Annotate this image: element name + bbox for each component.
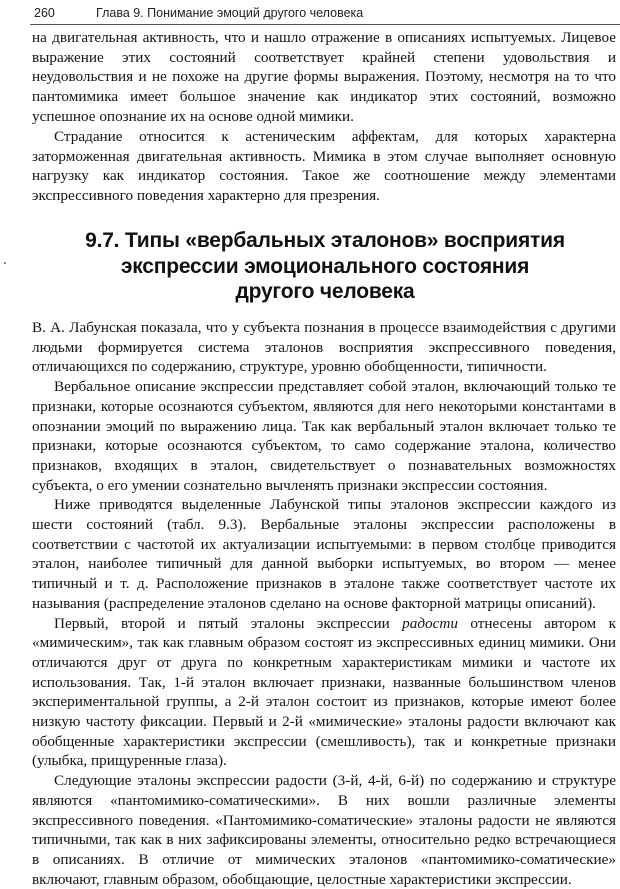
body-paragraph-2: Вербальное описание экспрессии представляет собой эталон, включающий только те признаки, которые осознаются субъектом, являются для него некоторыми константами в опознании эмоций по выражению лица. Так как вербальный эталон включает только те признаки, которые осознаются субъектом, то само содержание эталона, количество признаков, входящих в эталон, свидетельствует о познавательных возможностях субъекта, о его умении сознательно вычленять признаки экспрессии состояния. (32, 378, 616, 494)
body-paragraph-4-rest: отнесены автором к «мимическим», так как главным образом состоят из экспрессивных единиц мимики. Они отличаются друг от друга по конкретным характеристикам мимики и частоте их использования. Так, 1-й эталон включает признаки, названные большинством членов экспериментальной группы, а 2-й эталон состоит из признаков, которые имеют более низкую частоту фиксации. Первый и 2-й «мимические» эталоны радости включают как обобщенные характеристики экспрессии (смешливость), так и конкретные признаки (улыбка, прищуренные глаза). (32, 614, 616, 770)
chapter-title: Глава 9. Понимание эмоций другого человека (96, 6, 364, 20)
body-paragraph-1: В. А. Лабунская показала, что у субъекта познания в процессе взаимодействия с другими людьми формируется система эталонов восприятия экспрессивного поведения, отличающихся по содержанию, структуре, уровню обобщенности, типичности. (32, 319, 616, 376)
intro-paragraph-1: на двигательная активность, что и нашло отражение в описаниях испытуемых. Лицевое выражение этих состояний соответствует крайней степени удовольствия и неудовольствия и не похоже на другие формы выражения. Поэтому, несмотря на то что пантомимика имеет большое значение как индикатор этих состояний, возможно успешное опознание их на основе одной мимики. (32, 29, 616, 125)
section-heading-line-3: другого человека (235, 280, 415, 303)
body-paragraph-4-start: Первый, второй и пятый эталоны экспрессии (54, 614, 403, 632)
body-paragraph-5: Следующие эталоны экспрессии радости (3-й, 4-й, 6-й) по содержанию и структуре являются «пантомимико-соматическими». В них вошли различные элементы экспрессивного поведения. «Пантомимико-соматические» эталоны радости не являются типичными, так как в них зафиксированы элементы, относительно редко встречающиеся в описаниях. В отличие от мимических эталонов «пантомимико-соматические» включают, главным образом, обобщающие, целостные характеристики экспрессии. (32, 772, 616, 888)
section-heading (60, 228, 590, 305)
running-head (34, 4, 594, 26)
section-heading-line-2: экспрессии эмоционального состояния (120, 254, 530, 278)
emphasis-joy: радости (402, 614, 458, 632)
section-heading-line-1: 9.7. Типы «вербальных эталонов» восприятия (85, 229, 565, 252)
intro-text (32, 28, 616, 206)
body-paragraph-4 (32, 614, 616, 772)
scan-mark (4, 262, 6, 264)
page-number: 260 (34, 6, 55, 20)
body-paragraph-3: Ниже приводятся выделенные Лабунской типы эталонов экспрессии каждого из шести состояний (табл. 9.3). Вербальные эталоны экспрессии расположены в соответствии с частотой их актуализации испытуемыми: в первом столбце приводится эталон, наиболее типичный для данной выборки испытуемых, во втором — менее типичный и т. д. Расположение признаков в эталоне также соответствует частоте их называния (распределение эталонов сделано на основе факторной матрицы описаний). (32, 496, 616, 612)
section-body (32, 318, 616, 889)
intro-paragraph-2: Страдание относится к астеническим аффектам, для которых характерна заторможенная двигательная активность. Мимика в этом случае выполняет основную нагрузку как индикатор состояния. Такое же соотношение между элементами экспрессивного поведения характерно для презрения. (32, 128, 616, 205)
header-rule (30, 24, 620, 25)
